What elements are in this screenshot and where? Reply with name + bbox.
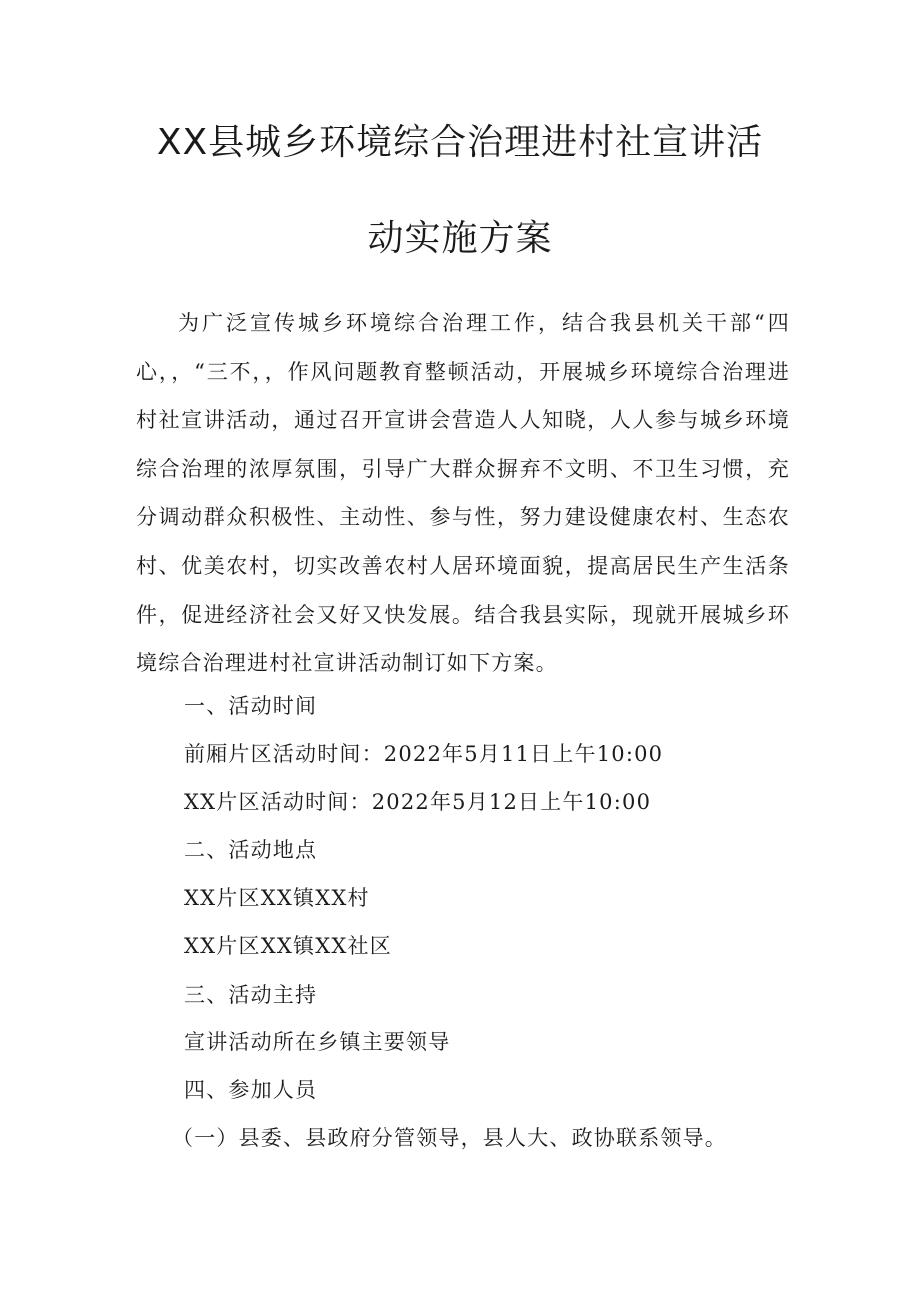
section-heading-host: 三、活动主持 [184,983,318,1007]
intro-paragraph: 为广泛宣传城乡环境综合治理工作，结合我县机关干部“四心，，“三不，，作风问题教育整顿活动，开展城乡环境综合治理进村社宣讲活动，通过召开宣讲会营造人人知晓，人人参与城乡环境综合治理的浓厚氛围，引导广大群众摒弃不文明、不卫生习惯，充分调动群众积极性、主动性、参与性，努力建设健康农村、生态农村、优美农村，切实改善农村人居环境面貌，提高居民生产生活条件，促进经济社会又好又快发展。结合我县实际，现就开展城乡环境综合治理进村社宣讲活动制订如下方案。 [136,311,790,676]
section-heading-participants: 四、参加人员 [184,1078,318,1102]
time-line-2: XX片区活动时间：2022年5月12日上午10:00 [184,790,652,814]
place-line-1: XX片区XX镇XX村 [184,886,370,910]
document-title-line-1: XX县城乡环境综合治理进村社宣讲活 [156,122,764,163]
place-line-2: XX片区XX镇XX社区 [184,934,392,958]
host-line: 宣讲活动所在乡镇主要领导 [184,1030,451,1054]
time-line-1: 前厢片区活动时间：2022年5月11日上午10:00 [184,742,664,766]
participants-item-1: （一）县委、县政府分管领导，县人大、政协联系领导。 [172,1126,727,1150]
document-title-line-2: 动实施方案 [367,218,553,259]
section-heading-place: 二、活动地点 [184,838,318,862]
section-heading-time: 一、活动时间 [184,694,318,718]
